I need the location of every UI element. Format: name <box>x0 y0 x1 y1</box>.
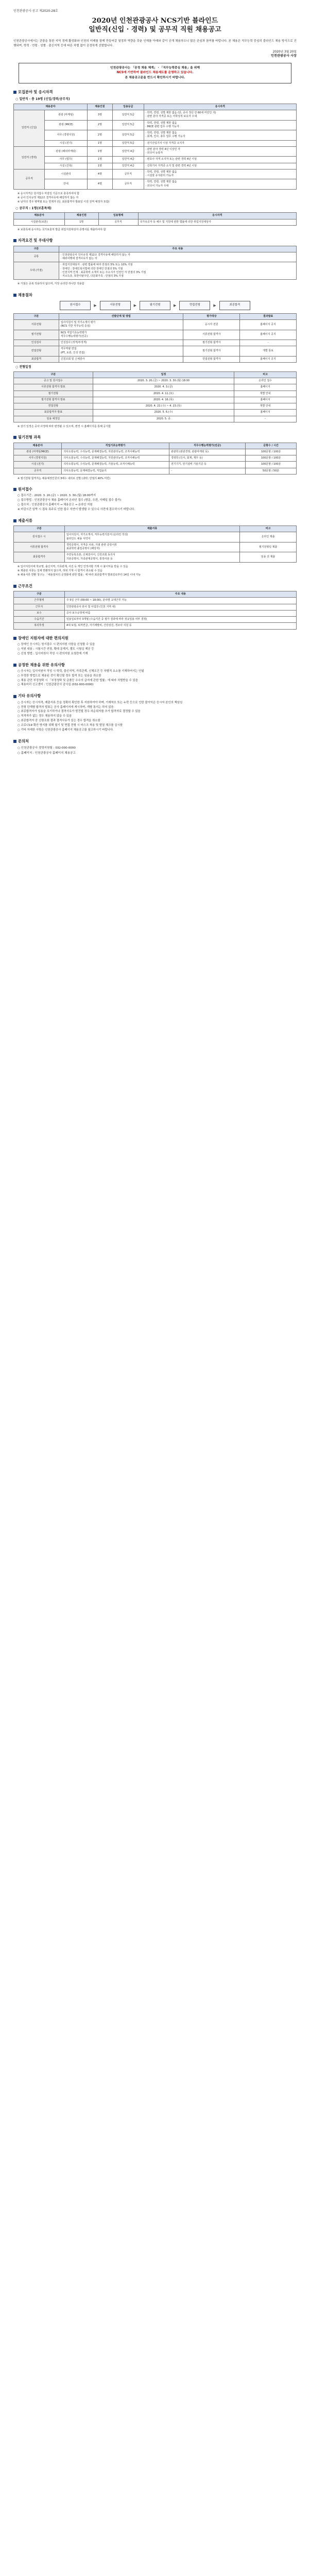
table-cell-requirement: · 학력, 연령, 성별 제한 없음 · 시설물 유지관리 가능자 <box>144 169 297 179</box>
arrow-right-icon: ▶ <box>213 303 216 308</box>
table-cell: 홈페이지 공지 <box>240 320 297 330</box>
table-cell: 필기전형 합격자 <box>183 340 240 346</box>
th-cell: 구분 <box>14 313 59 319</box>
table-cell: 공무직 <box>98 219 138 225</box>
table-row <box>14 623 297 629</box>
section-square-icon <box>13 239 16 242</box>
section-square-icon <box>13 695 16 698</box>
table-cell: 홈페이지 <box>234 384 297 391</box>
table-cell-field: 시설 (전기) <box>45 140 87 146</box>
table-cell-grade: 일반직 4급 <box>113 163 144 169</box>
table-cell: 필기전형 <box>14 330 59 340</box>
veteran-recruit-table <box>13 212 297 226</box>
table-cell: 의사소통능력, 문제해결능력, 직업윤리 <box>62 468 169 474</box>
schedule-table <box>13 371 297 422</box>
text-line: ○ 신청 방법 : 입사지원서 작성 시 편의지원 요청란에 기재 <box>18 652 88 655</box>
table-cell: 면접전형 <box>14 346 59 357</box>
table-cell: 2020. 4. 22.(수) ~ 4. 23.(목) <box>93 403 234 410</box>
table-cell: 의사소통능력, 수리능력, 문제해결능력, 자원관리능력, 조직이해능력 <box>62 455 169 462</box>
table-row <box>14 346 297 357</box>
table-row <box>14 130 297 141</box>
table-row <box>14 378 297 384</box>
table-cell: 원서접수 시 <box>14 532 65 543</box>
table-cell: 온라인 제출 <box>240 532 297 543</box>
table-row <box>14 532 297 543</box>
table-cell-requirement: · 건축기사 자격증 소지 및 관련 경력 4년 이상 <box>144 163 297 169</box>
table-cell-field: 관광 (해외마케팅) <box>45 146 87 157</box>
written-test-table <box>13 443 297 474</box>
section-title-6: 제출서류 <box>13 518 297 523</box>
table-cell: 1명 <box>64 219 98 225</box>
table-cell: 개별 안내 <box>234 391 297 397</box>
table-row <box>14 320 297 330</box>
table-cell: 개별 안내 <box>234 403 297 410</box>
notice-org: 인천관광공사 사장 <box>271 54 297 58</box>
table-cell-requirement: · 전기산업기사 이상 자격증 소지자 <box>144 140 297 146</box>
th-requirement: 응시자격 <box>144 104 297 110</box>
table-row <box>14 617 297 623</box>
table-cell-requirement: · 학력, 연령, 성별 제한 없음 · 회계, 인사, 총무 업무 수행 가능자 <box>144 130 297 141</box>
table-cell: 홈페이지 공지 <box>240 356 297 362</box>
table-row <box>14 552 297 563</box>
table-cell-count: 1명 <box>87 157 112 163</box>
table-cell: 시설관리(보훈) <box>14 219 65 225</box>
table-cell: 근무지 <box>14 604 65 610</box>
arrow-right-icon: ▶ <box>174 303 177 308</box>
table-cell: 의사소통능력, 수리능력, 문제해결능력, 자원관리능력, 조직이해능력 <box>62 449 169 455</box>
th-cell: 결과발표 <box>240 313 297 319</box>
table-cell: 국가유공자 등 예우 및 지원에 관한 법률에 의한 취업지원대상자 <box>138 219 296 225</box>
table-cell: 입사지원서 및 자기소개서 평가 (NCS 기반 직무능력 중심) <box>59 320 183 330</box>
th-cell: 채용인원 <box>64 213 98 219</box>
table-row <box>14 449 297 455</box>
note-line: ※ 필기전형 합격자는 채용예정인원의 3배수 내외로 선발 (과락: 만점의 40% 미만) <box>18 477 111 480</box>
title-line-2: 일반직(신입 · 경력) 및 공무직 직원 채용공고 <box>89 25 221 33</box>
table-cell: 최종합격자 발표 <box>14 410 93 416</box>
section-square-icon <box>13 294 16 297</box>
table-row <box>14 169 297 179</box>
table-cell-field: 관광 (MICE) <box>45 120 87 130</box>
recruit-field-table <box>13 104 297 190</box>
process-step: 면접전형 <box>179 301 210 310</box>
th-cell: 구분 <box>14 371 93 378</box>
table-cell-grade: 일반직 5급 <box>113 120 144 130</box>
table-cell: 100문항 / 100분 <box>246 462 297 468</box>
note-line: ※ 입사지원서에 학교명, 출신지역, 가족관계, 사진 등 개인 인적사항 기재 시 불이익을 받을 수 있음 <box>18 565 128 568</box>
table-cell: 필기전형일 제출 <box>240 542 297 552</box>
table-cell: 의사소통능력, 수리능력, 문제해결능력, 기술능력, 조직이해능력 <box>62 462 169 468</box>
note-line: ※ 상기 일정은 공사 사정에 따라 변경될 수 있으며, 변경 시 홈페이지를 통해 공지함 <box>18 425 111 428</box>
table-row <box>14 157 297 163</box>
documents-table <box>13 526 297 563</box>
note-line: ※ 응시자격은 원서접수 마감일 기준으로 충족하여야 함 <box>18 192 79 195</box>
section-1b-sub: ○ 공무직 : 1명(보훈특채) <box>15 206 51 210</box>
contact-phone: ○ 인천관광공사 경영지원팀 : 032-000-0000 <box>18 746 76 750</box>
text-line: ○ 최종합격자가 임용을 포기하거나 결격사유가 발견될 경우 차순위자를 추가 합격자로 결정할 수 있음 <box>18 710 141 714</box>
text-line: ○ 응시자는 응시자격, 제출서류 등을 정확히 확인한 후 지원하여야 하며, 기재착오 또는 누락 등으로 인한 불이익은 응시자 본인의 책임임 <box>18 701 183 704</box>
table-cell: 필기전형 합격자 발표 <box>14 397 93 403</box>
title-line-1: 2020년 인천관광공사 NCS기반 블라인드 <box>92 16 218 25</box>
table-row <box>14 598 297 604</box>
notice-box-line-1: 인천관광공사는 「공정 채용 체계」 · 「직무능력중심 채용」을 위해 <box>110 66 200 70</box>
th-cell: 응시자격 <box>138 213 296 219</box>
table-cell: 응시자 전원 <box>183 320 240 330</box>
section-title-1: 모집분야 및 응시자격 <box>13 90 297 95</box>
qualification-table <box>13 246 297 280</box>
table-row <box>14 610 297 616</box>
section-title-9: 공정한 채용을 위한 유의사항 <box>13 663 297 668</box>
text-line: ※ 마감시간 임박 시 접속 폭주로 인한 접수 지연이 발생할 수 있으니 사전에 접수하시기 바랍니다. <box>18 507 135 511</box>
table-cell: 임용 전 제출 <box>240 552 297 563</box>
table-row <box>14 163 297 169</box>
th-cell: 임용형태 <box>98 213 138 219</box>
table-cell: 최종합격자 <box>14 552 65 563</box>
note-line: ※ 가점은 중복 적용하지 않으며, 가장 유리한 하나만 적용함 <box>18 282 84 286</box>
table-cell: 복리후생 <box>14 623 65 629</box>
th-cell: 비고 <box>240 526 297 532</box>
contact-footer <box>13 739 297 756</box>
table-cell-count: 1명 <box>87 163 112 169</box>
table-row <box>14 384 297 391</box>
table-cell: 100문항 / 100분 <box>246 455 297 462</box>
text-line: ○ 전형 단계별 합격자 발표는 공사 홈페이지에 게시하며, 개별 통지는 하지 않음 <box>18 705 114 709</box>
text-line: ○ 채용비리 신고센터 : 인천관광공사 감사실 (032-000-0000) <box>18 683 94 687</box>
th-grade: 임용등급 <box>113 104 144 110</box>
table-row <box>14 140 297 146</box>
table-cell-requirement: · 학력, 연령, 성별 제한 없음 · 외국어 가능자 우대 <box>144 179 297 190</box>
table-row <box>14 397 297 403</box>
table-row <box>14 462 297 468</box>
table-row <box>14 403 297 410</box>
table-cell-grade: 일반직 5급 <box>113 140 144 146</box>
table-cell-count: 2명 <box>87 120 112 130</box>
table-row <box>14 340 297 346</box>
table-cell-field: 시설관리 <box>45 169 87 179</box>
section-title-7: 근무조건 <box>13 584 297 589</box>
table-row <box>14 252 297 262</box>
note-line: ※ 채용서류 반환 청구는 「채용절차의 공정화에 관한 법률」에 따라 최종합격자 발표일로부터 14일 이내 가능 <box>18 573 141 577</box>
text-line: ○ 장애인 응시자는 원서접수 시 편의지원 사항을 신청할 수 있음 <box>18 643 95 647</box>
table-cell: 임용일로부터 3개월 (수습기간 중 평가 결과에 따라 정규임용 여부 결정) <box>64 617 296 623</box>
table-row <box>14 262 297 280</box>
section-square-icon <box>13 488 16 491</box>
table-cell: 입사지원서, 자기소개서, 직무능력기술서 (온라인 작성) 블라인드 채용 서약서 <box>64 532 239 543</box>
table-cell-field: 관광 (마케팅) <box>45 110 87 121</box>
text-line: ○ 접수방법 : 인천관광공사 채용 홈페이지 온라인 접수 (방문, 우편, 이메일 접수 불가) <box>18 499 122 502</box>
table-cell: 2020. 5. 6.(수) <box>93 410 234 416</box>
table-cell: 주 5일 근무 (09:00 ~ 18:00), 분야별 교대근무 가능 <box>64 598 296 604</box>
table-row <box>14 120 297 130</box>
arrow-right-icon: ▶ <box>94 303 97 308</box>
notice-box-line-2: NCS에 기반하여 블라인드 채용제도를 운영하고 있습니다. <box>116 71 194 75</box>
note-line: ※ 남자의 경우 병역필 또는 면제자 (단, 최종합격자 발표일 이전 전역 예정자 포함) <box>18 200 110 204</box>
th-cell: 일정 <box>93 371 234 378</box>
table-cell: 근무형태 <box>14 598 65 604</box>
table-cell: · 인천관광공사 인사규정 제12조 결격사유에 해당하지 않는 자 · 해외여행에 결격사유가 없는 자 <box>59 252 296 262</box>
table-cell: 서류전형 합격자 <box>183 330 240 340</box>
table-cell: 관광 (마케팅/MICE) <box>14 449 62 455</box>
table-cell-count: 4명 <box>87 179 112 190</box>
notice-box-line-3: 본 채용공고문을 반드시 확인하시기 바랍니다. <box>125 76 185 79</box>
table-cell: 직무역량 면접 (PT, 토론, 인성 면접) <box>59 346 183 357</box>
section-square-icon <box>13 519 16 522</box>
table-cell: 경력증명서, 자격증 사본, 가점 관련 증빙서류 최종학력 졸업증명서 (해당자) <box>64 542 239 552</box>
table-cell: 공통 <box>14 252 59 262</box>
table-cell: 개별 통보 <box>240 346 297 357</box>
table-cell: 2020. 4. 16.(목) <box>93 397 234 403</box>
th-cell: 평가대상 <box>183 313 240 319</box>
table-cell: 100문항 / 100분 <box>246 449 297 455</box>
table-cell-field: 안내 <box>45 179 87 190</box>
section-title-2: 자격요건 및 우대사항 <box>13 238 297 243</box>
section-square-icon <box>13 740 16 743</box>
table-cell: 공무직 <box>14 468 62 474</box>
th-cell: 채용분야 <box>14 443 62 449</box>
notice-number: 인천관광공사 공고 제2020-28호 <box>13 9 58 13</box>
page-title <box>13 17 297 35</box>
th-cell: 선발단계 및 방법 <box>59 313 183 319</box>
intro-paragraph: 인천관광공사에서는 관광을 통한 지역 경제 활성화와 인천의 미래를 함께 만들어갈 열정과 역량을 갖춘 인재를 아래와 같이 공개 채용하오니 많은 관심과 참여를 바랍니다. 본 채용은 직무능력 중심의 블라인드 채용 방식으로 진행되며, 학력 · 연령 · 성별 · 출신지역 등에 따른 차별 없이 공정하게 선발합니다. <box>13 40 297 47</box>
table-cell: 공고 및 원서접수 <box>14 378 93 384</box>
section-title-8: 장애인 지원자에 대한 편의지원 <box>13 636 297 641</box>
table-cell: 주민등록초본, 신체검사서, 신원조회 동의서 기본증명서, 가족관계증명서, 통장사본 등 <box>64 552 239 563</box>
section-title-5: 원서접수 <box>13 487 297 492</box>
table-cell: 2020. 4. 11.(토) <box>93 391 234 397</box>
table-cell: 보수 <box>14 610 65 616</box>
th-count: 채용인원 <box>87 104 112 110</box>
section-square-icon <box>13 91 16 94</box>
table-cell: 필기전형 <box>14 391 93 397</box>
process-flow <box>13 301 297 310</box>
note-line: ※ 보훈특채 응시자는 국가보훈처 발급 취업지원대상자 증명서를 제출하여야 함 <box>18 228 106 231</box>
table-cell: 수습기간 <box>14 617 65 623</box>
table-row <box>14 391 297 397</box>
table-cell: 홈페이지 <box>234 397 297 403</box>
table-row <box>14 219 297 225</box>
table-cell: NCS 직업기초능력평가 직무수행능력평가(전공) <box>59 330 183 340</box>
table-cell-group: 일반직 (경력) <box>14 146 45 169</box>
th-cell: 제출서류 <box>64 526 239 532</box>
table-cell-count: 1명 <box>87 146 112 157</box>
table-cell-requirement: · 학력, 연령, 성별 제한 없음 (단, 공사 정년 만 60세 미만인 자) · 관련 분야 자격증 또는 어학성적 보유자 우대 <box>144 110 297 121</box>
table-cell: 홈페이지 <box>234 410 297 416</box>
table-cell: 홈페이지 공지 <box>240 330 297 340</box>
table-cell-grade: 일반직 4급 <box>113 157 144 163</box>
table-cell: 2020. 4. 3.(금) <box>93 384 234 391</box>
text-line: ○ 기타 자세한 사항은 인천관광공사 홈페이지 채용공고를 참고하시기 바랍니다. <box>18 728 114 732</box>
table-cell: · 취업지원대상자 : 관련 법률에 따라 만점의 5% 또는 10% 가점 · 장애인 : 장애인복지법에 의한 장애인 만점의 5% 가점 · 인천지역 인재 : 최종학력 소재지 또는 주소지가 인천인 자 만점의 3% 가점 · 저소득층, 북한이탈주민, 다문화가족 : 만점의 3% 가점 <box>59 262 296 280</box>
th-cell: 채용분야 <box>14 213 65 219</box>
table-cell: 4대 보험, 퇴직연금, 자기계발비, 건강검진, 경조사 지원 등 <box>64 623 296 629</box>
section-1-sub: ○ 일반직 · 총 19명 (신입/경력/공무직) <box>15 97 70 101</box>
arrow-right-icon: ▶ <box>133 303 136 308</box>
table-cell-field: 시설 (건축) <box>45 163 87 169</box>
table-cell-field: 사무 (경영지원) <box>45 130 87 141</box>
table-cell: 50문항 / 50분 <box>246 468 297 474</box>
th-field: 채용분야 <box>14 104 88 110</box>
table-cell-grade: 일반직 5급 <box>113 110 144 121</box>
text-line: ○ 적격자가 없는 경우 채용하지 않을 수 있음 <box>18 715 72 718</box>
process-step: 원서접수 <box>60 301 91 310</box>
table-row <box>14 542 297 552</box>
text-line: ○ 채용 관련 부정청탁 시 「부정청탁 및 금품등 수수의 금지에 관한 법률」에 따라 처벌받을 수 있음 <box>18 679 138 682</box>
table-row <box>14 410 297 416</box>
th-cell: 문항수 / 시간 <box>246 443 297 449</box>
table-cell: 사무 (경영지원) <box>14 455 62 462</box>
process-table <box>13 313 297 363</box>
text-line: ○ 접수기간 : 2020. 3. 20.(금) ~ 2020. 3. 30.(월) 18:00까지 <box>18 494 96 498</box>
table-cell: 서류전형 합격자 발표 <box>14 384 93 391</box>
text-line: ○ 응시자는 입사지원서 작성 시 학력, 출신지역, 가족관계, 신체조건 등 차별적 요소를 기재하여서는 안됨 <box>18 669 144 673</box>
note-line: ※ 공사 인사규정 제12조 결격사유에 해당하지 않는 자 <box>18 196 79 200</box>
table-cell: 인성검사 <box>14 340 59 346</box>
notice-date: 2020년 3월 20일 <box>272 50 297 54</box>
table-cell-grade: 공무직 <box>113 169 144 179</box>
section-title-10: 기타 유의사항 <box>13 693 297 699</box>
table-cell: 우대 (가점) <box>14 262 59 280</box>
table-cell: 인천관광공사 본사 및 사업장 (인천 지역 내) <box>64 604 296 610</box>
table-cell-grade: 일반직 4급 <box>113 146 144 157</box>
table-cell: - <box>240 340 297 346</box>
table-cell: 면접전형 <box>14 403 93 410</box>
table-cell: 공사 보수규정에 따름 <box>64 610 296 616</box>
table-row <box>14 416 297 422</box>
table-cell: 서류전형 합격자 <box>14 542 65 552</box>
table-row <box>14 356 297 362</box>
notice-box <box>19 63 291 83</box>
table-cell-count: 1명 <box>87 140 112 146</box>
table-cell: 온라인 접수 <box>234 378 297 384</box>
note-line: ※ 제출된 서류는 일체 반환하지 않으며, 허위 기재 시 합격이 취소될 수 있음 <box>18 569 102 573</box>
table-cell-field: 사무 (법무) <box>45 157 87 163</box>
process-step: 필기전형 <box>140 301 170 310</box>
table-cell-count: 2명 <box>87 130 112 141</box>
table-cell-count: 3명 <box>87 110 112 121</box>
table-row <box>14 330 297 340</box>
table-cell: - <box>234 416 297 422</box>
work-condition-table <box>13 591 297 630</box>
table-cell: 면접전형 합격자 <box>183 356 240 362</box>
table-cell: 2020. 3. 20.(금) ~ 2020. 3. 30.(월) 18:00 <box>93 378 234 384</box>
section-square-icon <box>13 664 16 667</box>
table-row <box>14 110 297 121</box>
contact-homepage[interactable]: ○ 홈페이지 : 인천관광공사 홈페이지 채용공고 <box>18 752 76 755</box>
th-cell: 주요 내용 <box>59 246 296 252</box>
th-cell: 직무수행능력평가(전공) <box>169 443 245 449</box>
table-row <box>14 179 297 190</box>
table-cell-count: 4명 <box>87 169 112 179</box>
table-cell-requirement: · 학력, 연령, 성별 제한 없음 · MICE 관련 업무 수행 가능자 <box>144 120 297 130</box>
table-cell: 경영학 (인사, 회계, 재무 등) <box>169 455 245 462</box>
table-cell: 서류전형 <box>14 320 59 330</box>
th-cell: 직업기초능력평가 <box>62 443 169 449</box>
section-title-4: 필기전형 과목 <box>13 435 297 440</box>
table-cell: 필기전형 합격자 <box>183 346 240 357</box>
table-cell-grade: 공무직 <box>113 179 144 190</box>
text-line: ○ 코로나19 확산 방지를 위해 필기 및 면접 전형 시 마스크 착용 및 발열 체크를 실시함 <box>18 723 123 727</box>
table-cell-group: 일반직 (신입) <box>14 110 45 147</box>
table-row <box>14 468 297 474</box>
text-line: ○ 부정한 방법으로 채용된 것이 확인될 경우 합격 또는 임용을 취소함 <box>18 674 101 677</box>
th-cell: 구분 <box>14 591 65 598</box>
th-cell: 구분 <box>14 246 59 252</box>
text-line: ○ 접수처 : 인천관광공사 홈페이지 → 채용공고 → 온라인 지원 <box>18 503 93 507</box>
table-cell: - <box>169 468 245 474</box>
table-cell-grade: 일반직 5급 <box>113 130 144 141</box>
table-cell: 인성검사 (적격/부적격) <box>59 340 183 346</box>
footer-title: 문의처 <box>13 739 297 744</box>
th-cell: 비고 <box>234 371 297 378</box>
table-cell: 시설 (전기) <box>14 462 62 468</box>
schedule-sub: ○ 전형일정 <box>15 365 31 369</box>
table-cell-group: 공무직 <box>14 169 45 189</box>
table-cell-requirement: · 변호사 자격 소지자 또는 관련 경력 4년 이상 <box>144 157 297 163</box>
section-square-icon <box>13 585 16 588</box>
table-row <box>14 146 297 157</box>
th-cell: 주요 내용 <box>64 591 296 598</box>
table-cell: 신원조회 및 신체검사 <box>59 356 183 362</box>
table-row <box>14 455 297 462</box>
table-cell: 2020. 5. 중 <box>93 416 234 422</box>
table-cell: 관광학 (관광경영, 관광마케팅 등) <box>169 449 245 455</box>
section-title-3: 채용절차 <box>13 293 297 298</box>
process-step: 최종합격 <box>219 301 250 310</box>
text-line: ○ 지원 내용 : 시험시간 연장, 확대 문제지, 별도 시험실 제공 등 <box>18 647 94 651</box>
process-step: 서류전형 <box>100 301 131 310</box>
table-row <box>14 604 297 610</box>
table-cell-requirement: · 관련 분야 경력 4년 이상인 자 · 외국어 능통자 <box>144 146 297 157</box>
text-line: ○ 최종합격자 중 신원조회 결과 결격사유가 있는 경우 합격을 취소함 <box>18 719 100 723</box>
table-cell: 전기기기, 전기설비 기술기준 등 <box>169 462 245 468</box>
table-cell: 최종합격 <box>14 356 59 362</box>
section-square-icon <box>13 637 16 640</box>
th-cell: 구분 <box>14 526 65 532</box>
section-square-icon <box>13 436 16 439</box>
table-cell: 임용 예정일 <box>14 416 93 422</box>
